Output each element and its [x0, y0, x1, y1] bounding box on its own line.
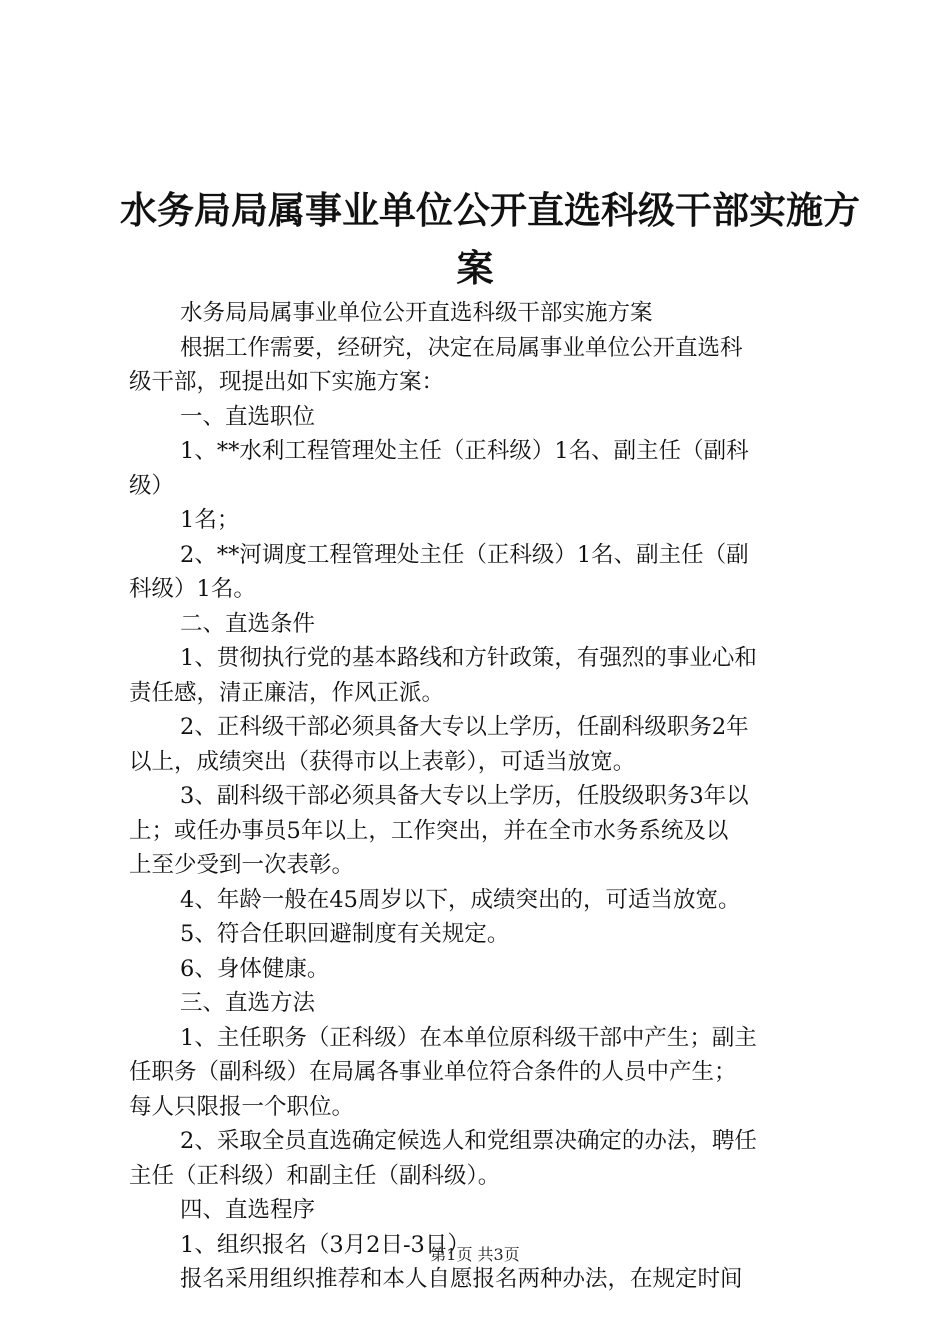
document-title	[120, 182, 860, 298]
document-body	[129, 296, 831, 1297]
body-line: 级干部，现提出如下实施方案：	[129, 369, 445, 395]
body-line: 2、**河调度工程管理处主任（正科级）1名、副主任（副	[180, 541, 749, 568]
body-line: 二、直选条件	[180, 610, 316, 637]
body-line: 3、副科级干部必须具备大专以上学历，任股级职务3年以	[180, 783, 749, 809]
body-line: 4、年龄一般在45周岁以下，成绩突出的，可适当放宽。	[180, 886, 741, 913]
body-line: 主任（正科级）和副主任（副科级）。	[129, 1162, 501, 1189]
title-line-2: 案	[456, 247, 494, 290]
body-line: 1、**水利工程管理处主任（正科级）1名、副主任（副科	[180, 438, 749, 464]
title-line-1: 水务局局属事业单位公开直选科级干部实施方	[120, 189, 860, 232]
body-line: 2、采取全员直选确定候选人和党组票决确定的办法，聘任	[180, 1128, 757, 1154]
body-line: 根据工作需要，经研究，决定在局属事业单位公开直选科	[180, 334, 743, 361]
body-line: 上至少受到一次表彰。	[129, 852, 355, 878]
body-line: 以上，成绩突出（获得市以上表彰），可适当放宽。	[129, 748, 636, 775]
body-line: 级）	[129, 472, 175, 499]
body-line: 2、正科级干部必须具备大专以上学历，任副科级职务2年	[180, 714, 749, 740]
body-line: 水务局局属事业单位公开直选科级干部实施方案	[180, 300, 653, 326]
body-line: 一、直选职位	[180, 403, 316, 430]
body-line: 四、直选程序	[180, 1197, 316, 1223]
body-line: 5、符合任职回避制度有关规定。	[180, 921, 510, 947]
body-line: 报名采用组织推荐和本人自愿报名两种办法，在规定时间	[180, 1266, 743, 1292]
body-line: 科级）1名。	[129, 576, 256, 602]
body-line: 责任感，清正廉洁，作风正派。	[129, 679, 445, 706]
body-line: 6、身体健康。	[180, 955, 330, 982]
body-line: 上；或任办事员5年以上，工作突出，并在全市水务系统及以	[129, 817, 729, 844]
page-footer: 第1页 共3页	[430, 1245, 520, 1264]
body-line: 1名；	[180, 507, 240, 533]
body-line: 每人只限报一个职位。	[129, 1093, 355, 1120]
body-line: 三、直选方法	[180, 990, 316, 1016]
body-line: 1、贯彻执行党的基本路线和方针政策，有强烈的事业心和	[180, 645, 757, 671]
body-line: 1、组织报名（3月2日-3日）	[180, 1231, 470, 1258]
body-line: 1、主任职务（正科级）在本单位原科级干部中产生；副主	[180, 1024, 757, 1051]
body-line: 任职务（副科级）在局属各事业单位符合条件的人员中产生；	[129, 1059, 737, 1085]
